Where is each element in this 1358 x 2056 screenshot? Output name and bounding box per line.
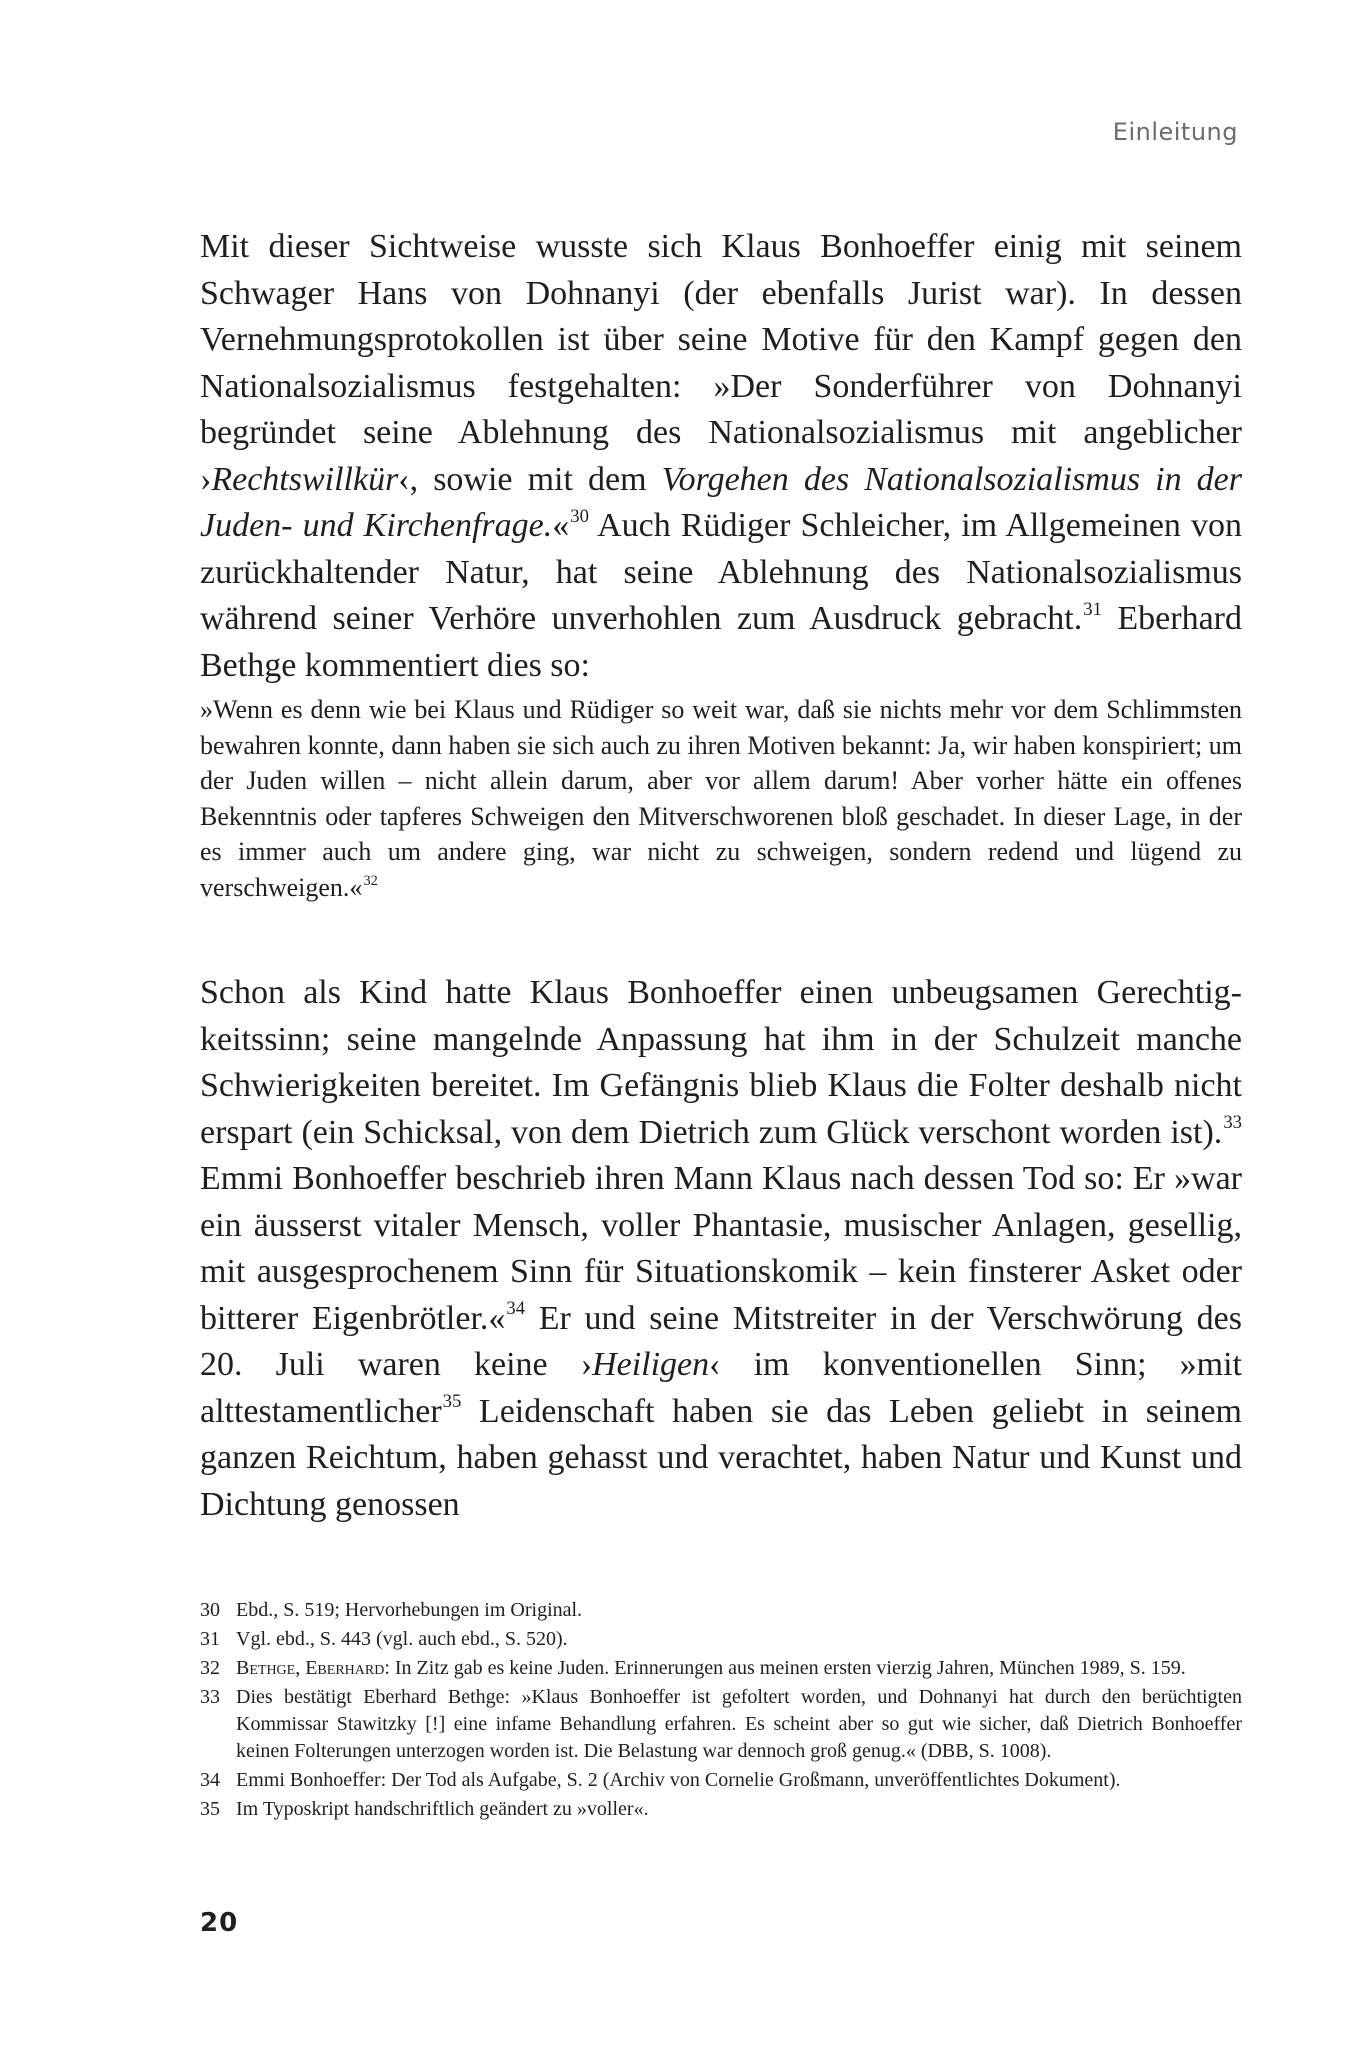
- text-span: Mit dieser Sichtweise wusste sich Klaus Bonhoeffer einig mit seinem Schwager Hans von Dohnanyi (der ebenfalls Jurist war). In dessen Vernehmungsprotokollen ist über seine Motive für den Kampf gegen den Nationalsozialismus festgehalten: »Der Sonderführer von Dohnanyi begründet seine Ablehnung des Nationalsozialismus mit angeblicher ›: [200, 228, 1242, 498]
- footnote-30: [200, 1597, 1242, 1624]
- text-span: Auch Rüdiger Schleicher, im Allgemeinen von zurückhaltender Natur, hat seine Ablehnung des Nationalsozialismus während seiner Verhöre unverhohlen zum Ausdruck gebracht.: [200, 507, 1242, 637]
- footnote-ref-30[interactable]: 30: [570, 505, 589, 527]
- footnote-text: Emmi Bonhoeffer: Der Tod als Aufgabe, S. 2 (Archiv von Cornelie Großmann, unveröffentlichtes Dokument).: [236, 1769, 1121, 1791]
- emphasis-rechtswillkuer: Rechtswillkür: [211, 460, 399, 498]
- page-number: 20: [200, 1908, 239, 1938]
- text-span: ‹, sowie mit dem: [398, 460, 662, 498]
- footnote-31: [200, 1626, 1242, 1653]
- block-quote: [200, 692, 1242, 905]
- footnotes-list: [200, 1597, 1242, 1825]
- footnote-text: : In Zitz gab es keine Juden. Erinnerungen aus meinen ersten vierzig Jahren, München 1989, S. 159.: [384, 1657, 1186, 1679]
- footnote-author: Bethge, Eberhard: [236, 1657, 385, 1679]
- footnote-text: Vgl. ebd., S. 443 (vgl. auch ebd., S. 520).: [236, 1628, 568, 1650]
- footnote-32: [200, 1655, 1242, 1682]
- body-paragraph-2: [200, 970, 1242, 1528]
- text-span: Eberhard Bethge kommentiert dies so:: [200, 600, 1242, 684]
- footnote-ref-31[interactable]: 31: [1083, 598, 1102, 620]
- running-head: Einleitung: [1112, 118, 1238, 146]
- text-span: Schon als Kind hatte Klaus Bonhoeffer einen unbeugsamen Gerechtigkeitssinn; seine mangelnde Anpassung hat ihm in der Schulzeit manche Schwierigkeiten bereitet. Im Gefängnis blieb Klaus die Folter deshalb nicht erspart (ein Schicksal, von dem Dietrich zum Glück verschont worden ist).: [200, 974, 1242, 1151]
- text-span: ‹ im konventionellen Sinn; »mit alttestamentlicher: [200, 1346, 1242, 1430]
- quote-text: [200, 692, 1242, 905]
- footnote-ref-32[interactable]: 32: [363, 872, 378, 889]
- footnote-text: Im Typoskript handschriftlich geändert zu »voller«.: [236, 1798, 649, 1820]
- text-span: Leidenschaft haben sie das Leben geliebt in seinem ganzen Reichtum, haben gehasst und verachtet, haben Natur und Kunst und Dichtung genossen: [200, 1392, 1242, 1523]
- footnote-number: 31: [200, 1628, 220, 1650]
- footnote-number: 30: [200, 1599, 220, 1621]
- footnote-number: 34: [200, 1769, 220, 1791]
- footnote-number: 35: [200, 1798, 220, 1820]
- footnote-35: [200, 1796, 1242, 1823]
- footnote-number: 32: [200, 1657, 220, 1679]
- footnote-number: 33: [200, 1686, 220, 1708]
- footnote-ref-35[interactable]: 35: [442, 1391, 462, 1413]
- text-span: «: [552, 507, 570, 544]
- text-span: Er und seine Mitstreiter in der Verschwörung des 20. Juli waren keine ›: [200, 1299, 1242, 1383]
- text-span: »Wenn es denn wie bei Klaus und Rüdiger so weit war, daß sie nichts mehr vor dem Schlimmsten bewahren konnte, dann haben sie sich auch zu ihren Motiven bekannt: Ja, wir haben konspiriert; um der Juden willen – nicht allein darum, aber vor allem darum! Aber vorher hätte ein offenes Bekenntnis oder tapferes Schweigen den Mitverschworenen bloß geschadet. In dieser Lage, in der es immer auch um andere ging, war nicht zu schweigen, sondern redend und lügend zu verschweigen.«: [200, 695, 1242, 902]
- footnote-text: Dies bestätigt Eberhard Bethge: »Klaus Bonhoeffer ist gefoltert worden, und Dohnanyi hat durch den berüchtigten Kommissar Stawitzky [!] eine infame Behandlung erfahren. Es scheint aber so gut wie sicher, daß Dietrich Bonhoeffer keinen Folterungen unterzogen worden ist. Die Belastung war dennoch groß genug.« (DBB, S. 1008).: [236, 1686, 1242, 1762]
- footnote-text: Ebd., S. 519; Hervorhebungen im Original.: [236, 1599, 583, 1621]
- footnote-ref-33[interactable]: 33: [1223, 1112, 1242, 1134]
- text-span: Emmi Bonhoeffer beschrieb ihren Mann Klaus nach dessen Tod so: Er »war ein äusserst vitaler Mensch, voller Phantasie, musischer Anlagen, gesellig, mit ausgesprochenem Sinn für Situationskomik – kein finsterer Asket oder bitterer Eigenbrötler.«: [200, 1160, 1242, 1337]
- footnote-ref-34[interactable]: 34: [506, 1298, 526, 1320]
- paragraph-text: [200, 970, 1242, 1528]
- emphasis-heiligen: Heiligen: [592, 1346, 710, 1383]
- footnote-33: [200, 1684, 1242, 1765]
- paragraph-text: [200, 224, 1242, 689]
- footnote-34: [200, 1767, 1242, 1794]
- emphasis-quote: Vorgehen des Nationalsozialismus in der Juden- und Kirchenfrage.: [200, 460, 1242, 544]
- body-paragraph-1: [200, 224, 1242, 689]
